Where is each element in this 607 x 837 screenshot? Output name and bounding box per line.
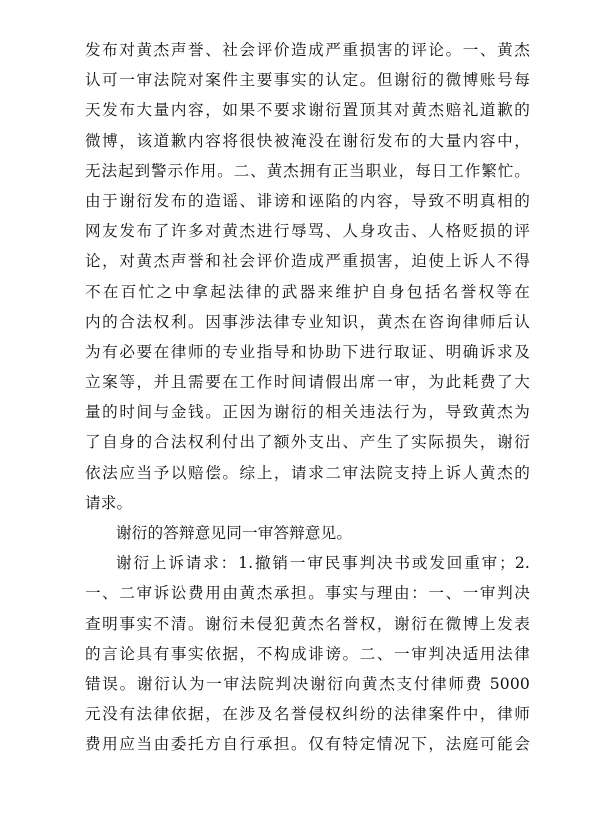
text-line: 内的合法权利。因事涉法律专业知识，黄杰在咨询律师后认 bbox=[85, 312, 530, 331]
text-line: 天发布大量内容，如果不要求谢衍置顶其对黄杰赔礼道歉的 bbox=[85, 101, 530, 120]
text-line: 错误。谢衍认为一审法院判决谢衍向黄杰支付律师费 5000 bbox=[85, 674, 530, 693]
text-line: 请求。 bbox=[85, 493, 133, 512]
text-line: 查明事实不清。谢衍未侵犯黄杰名誉权，谢衍在微博上发表 bbox=[85, 614, 530, 633]
text-line: 谢衍上诉请求：1.撤销一审民事判决书或发回重审；2. bbox=[116, 554, 530, 573]
text-line: 网友发布了许多对黄杰进行辱骂、人身攻击、人格贬损的评 bbox=[85, 222, 530, 241]
text-line: 认可一审法院对案件主要事实的认定。但谢衍的微博账号每 bbox=[85, 71, 530, 90]
text-line: 论，对黄杰声誉和社会评价造成严重损害，迫使上诉人不得 bbox=[85, 252, 530, 271]
text-line: 无法起到警示作用。二、黄杰拥有正当职业，每日工作繁忙。 bbox=[85, 161, 530, 180]
text-line: 不在百忙之中拿起法律的武器来维护自身包括名誉权等在 bbox=[85, 282, 530, 301]
text-line: 为有必要在律师的专业指导和协助下进行取证、明确诉求及 bbox=[85, 342, 530, 361]
text-line: 立案等，并且需要在工作时间请假出席一审，为此耗费了大 bbox=[85, 373, 530, 392]
text-line: 一、二审诉讼费用由黄杰承担。事实与理由：一、一审判决 bbox=[85, 584, 530, 603]
text-line: 谢衍的答辩意见同一审答辩意见。 bbox=[116, 524, 353, 542]
text-line: 了自身的合法权利付出了额外支出、产生了实际损失，谢衍 bbox=[85, 433, 530, 452]
text-line: 费用应当由委托方自行承担。仅有特定情况下，法庭可能会 bbox=[85, 735, 530, 754]
text-line: 依法应当予以赔偿。综上，请求二审法院支持上诉人黄杰的 bbox=[85, 463, 530, 482]
text-line: 的言论具有事实依据，不构成诽谤。二、一审判决适用法律 bbox=[85, 644, 530, 663]
text-line: 发布对黄杰声誉、社会评价造成严重损害的评论。一、黄杰 bbox=[85, 41, 530, 59]
text-line: 量的时间与金钱。正因为谢衍的相关违法行为，导致黄杰为 bbox=[85, 403, 530, 422]
text-line: 由于谢衍发布的造谣、诽谤和诬陷的内容，导致不明真相的 bbox=[85, 191, 530, 210]
text-line: 微博，该道歉内容将很快被淹没在谢衍发布的大量内容中， bbox=[85, 131, 530, 150]
text-line: 元没有法律依据，在涉及名誉侵权纠纷的法律案件中，律师 bbox=[85, 705, 530, 724]
document-body-text bbox=[85, 35, 530, 760]
